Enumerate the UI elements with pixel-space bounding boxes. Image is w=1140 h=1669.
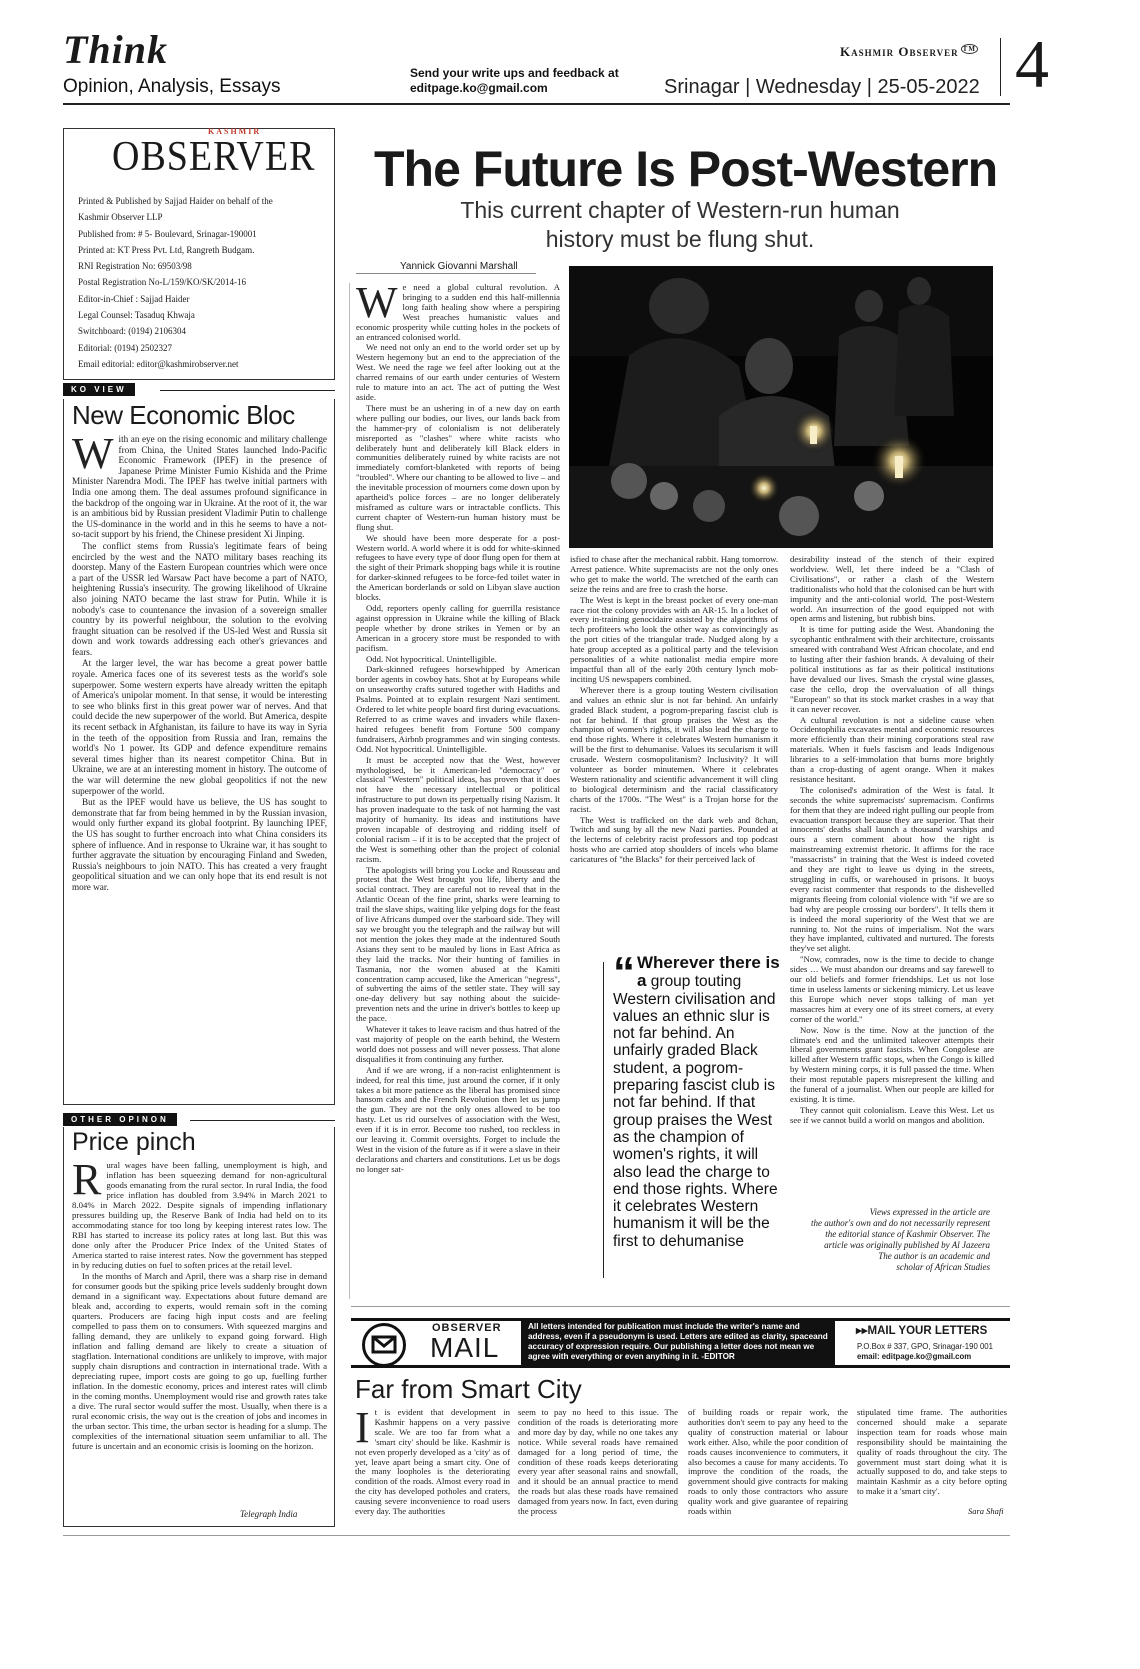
imprint-line: Switchboard: (0194) 2106304 (78, 326, 186, 337)
main-deck (420, 196, 940, 254)
ko-view-paragraph: The conflict stems from Russia's legitimate fears of being encircled by the west and the NATO military bases reaching its doorstep. Many of the Eastern European countries which were once a part of the USSR led Warsaw Pact have become a part of NATO, heightening Russia's insecurity. The growing likelihood of Ukraine also joining NATO became the last straw for Putin. While it is nobody's case to countenance the invasion of a sovereign smaller country by its powerful neighbour, the solution to the evolving fraught situation can be resolved if the US-led West and Russia sit down and work towards addressing each other's grievances and fears. (72, 540, 327, 657)
imprint-line: Printed & Published by Sajjad Haider on behalf of the (78, 196, 273, 206)
other-opinion-paragraph: Rural wages have been falling, unemployment is high, and inflation has been squeezing demand for non-agricultural goods emanating from the rural sector. In rural India, the food price inflation has doubled from 3.94% in March 2021 to 8.04% in March 2022. Despite signals of impending inflationary pressures building up, the Reserve Bank of India had held on to its accommodating stance for too long by keeping interest rates low. The RBI has started to increase its policy rates at long last. But this was done only after the Producer Price Index of the United States of America started to raise interest rates. Now the government has stepped in by reducing duties on fuel to soften prices at the retail level. (72, 1155, 327, 1270)
pull-quote-rule (603, 962, 604, 1278)
main-paragraph: isfied to chase after the mechanical rabbit. Hang tomorrow. Arrest patience. White supremacists are not the only ones who get to make the world. The wretched of the earth can seize the reins and are free to crash the horse. (570, 554, 778, 594)
main-paragraph: "Now, comrades, now is the time to decide to change sides … We must abandon our dreams and say farewell to our old beliefs and former friendships. Let us not lose time in useless laments or sickening mimicry. Let us leave this Europe which never stops talking of man yet massacres him at every one of its street corners, at every corner of the world." (790, 954, 994, 1024)
letter-col-3 (688, 1408, 848, 1518)
main-paragraph: Now. Now is the time. Now at the junction of the climate's end and the unlimited takeover attempts their liberal governments grant fascists. When Congolese are killed after Western traffic stops, when the Congo is killed by Western mining corps, it is full passed the time. When their most reputable papers misrepresent the killing and the funeral of a journalist. When our people are killed for existing. It is time. (790, 1024, 994, 1104)
credit-line: The author is an academic and (878, 1251, 990, 1261)
main-paragraph: A cultural revolution is not a sideline cause when Occidentophilia excavates mental and economic resources more efficiently than their mining corporations steal raw materials. When it fuels fascism and leads Indigenous libraries to a self-immolation that burns more brightly than a crop-dusting of agent orange. When it makes resistance hesitant. (790, 714, 994, 784)
send-line-1: Send your write ups and feedback at (410, 66, 619, 80)
letter-paragraph: seem to pay no heed to this issue. The condition of the roads is deteriorating more and more day by day, while no one takes any notice. While several roads have remained damaged for a long period of time, the condition of these roads keeps deteriorating every year after seasonal rains and snowfall, and it should be an annual practice to mend the roads but alas these roads have remained damaged from years now. In fact, even during the process (518, 1407, 678, 1517)
letter-col-2 (518, 1408, 678, 1518)
letter-headline: Far from Smart City (355, 1374, 582, 1404)
brand-name: Kashmir Observer (840, 44, 959, 59)
main-paragraph: It is time for putting aside the West. Abandoning the sycophantic enthralment with their architecture, croissants smeared with contraband West African chocolate, and end to lusting after their fashion brands. A devaluing of their political institutions as far as their political institutions have devalued our lives. Smash the crystal wine glasses, case the cello, drop the overvaluation of all things "European" so that its stock market crashes in a way that it can never recover. (790, 624, 994, 714)
ko-view-rule (160, 390, 335, 391)
main-col-2 (570, 555, 778, 866)
main-paragraph: The colonised's admiration of the West is fatal. It seconds the white supremacists' supremacism. Confirms for them that they are indeed right pulling our people from evacuation transport because they are superior. That their innocents' deaths shall launch a thousand warships and ours a stern comment about how the right is mainstreaming extremist rhetoric. It affirms for the race "massacrists" in training that the West is indeed coveted and they are right to leave us dying in the streets, struggling in cuffs, or warehoused in prisons. It buoys every racist commenter that responds to the dishevelled migrants fleeing from colonial violence with "if we are so bad why are people crossing our borders". It tells them it is indeed the moral superiority of the West that we are running to. Not the ruins of imperialism. Not the wars they have implanted, cultivated and nurtured. The forests they've set alight. (790, 784, 994, 954)
quote-mark-icon: “ (613, 948, 635, 997)
brand-logo (840, 44, 978, 60)
imprint-line: Kashmir Observer LLP (78, 212, 163, 223)
mail-your-letters: ▸▸MAIL YOUR LETTERS (856, 1325, 988, 1337)
letter-col-1 (355, 1403, 510, 1518)
imprint-line: Editorial: (0194) 2502327 (78, 342, 172, 353)
deck-line-2: history must be flung shut. (545, 226, 815, 252)
main-col-3 (790, 555, 994, 1127)
ko-view-paragraph: With an eye on the rising economic and military challenge from China, the United States launched Indo-Pacific Economic Framework (IPEF) in the presence of Japanese Prime Minister Fumio Kishida and the Prime Minister Narendra Modi. The IPEF has twelve initial partners with India one among them. The deal assumes profound significance in the backdrop of the ongoing war in Ukraine. At the root of it, the war is an ambitious bid by Russian president Vladimir Putin to challenge the US-dominance in the world and in this he seems to have a not-so-tacit support by his friend, the Chinese president Xi Jinping. (72, 429, 327, 540)
letter-col-4 (857, 1408, 1007, 1498)
byline: Yannick Giovanni Marshall (400, 261, 518, 272)
send-line-2: editpage.ko@gmail.com (410, 81, 548, 95)
trademark-mark: TM (962, 44, 976, 53)
main-headline: The Future Is Post-Western (374, 141, 998, 197)
main-paragraph: The apologists will bring you Locke and Rousseau and protest that the West brought you life, liberty and the social contract. They are careful not to reveal that in the Atlantic Ocean of the fine print, sharks were learning to trail the slave ships, waiting like yelping dogs for the feast of live Africans dumped over the starboard side. They will say we brought you the telegraph and the railway but will not mention the jokes they made at the indentured South Asians they sent to be mauled by lions in East Africa as they laid the tracks. Nor their hunting of families in Tasmania, nor the women abused at the Kamiti concentration camp accused, like the American "negress", of subverting the aims of the settler state. They will say one-day delivery but say nothing about the suicide-prevention nets and the urine in driver's bottles to keep up the pace. (356, 864, 560, 1024)
envelope-icon (362, 1323, 406, 1367)
column-divider (349, 283, 350, 1299)
ko-view-body (72, 429, 327, 894)
main-paragraph: We need a global cultural revolution. A bringing to a sudden end this half-millennia long faith healing show where a perspiring West preaches humanistic values and economic prosperity while cutting holes in the pockets of an entranced colonised world. (356, 278, 560, 342)
mail-top-rule (351, 1306, 1010, 1307)
main-paragraph: Dark-skinned refugees horsewhipped by American border agents in cowboy hats. Shot at by Europeans while on unseaworthy crafts sutured together with Hadiths and Psalms. Pointed at to explain resurgent Nazi sentiment. Ordered to let white people board first during evacuations. Referred to as crime waves and invaders while flaxen-haired refugees benefit from Fortune 500 company fundraisers, Airbnb programmes and win singing contests. Odd. Not hypocritical. Unintelligible. (356, 664, 560, 754)
main-col-1 (356, 278, 560, 1176)
credit-line: scholar of African Studies (896, 1262, 990, 1272)
page-number: 4 (1015, 26, 1049, 102)
imprint-line: Printed at: KT Press Pvt. Ltd, Rangreth Budgam. (78, 244, 255, 255)
vigil-photo-illustration (569, 266, 993, 548)
header-rule (63, 103, 1010, 105)
main-paragraph: It must be accepted now that the West, however mythologised, be it American-led "democracy" or classical "Western" political ideas, has proven that it does not have the necessary intellectual or political infrastructure to put down its perpetually rising Nazism. It has proven inadequate to the task of not harming the vast majority of humanity. Its ideas and institutions have proven incapable of destroying and ridding itself of colonial racism – if it is to be accepted that the project of the West is something other than the project of colonial racism. (356, 754, 560, 864)
ko-view-paragraph: At the larger level, the war has become a great power battle royale. America faces one of its severest tests as the world's sole superpower. Some western experts have already written the epitaph of America's unipolar moment. In that sense, it would be interesting to see who blinks first in this great power war of nerves. And that could decide the new superpower of the world. But America, despite its recent setback in Afghanistan, its failure to have its way in Syria in the teeth of the opposition from Russia and Iran, remains the world's No 1 power. Its GDP and defence expenditure remains several times higher than its nearest competitor China. But in Ukraine, we are at an interesting moment in history. The outcome of the war will determine the new global geopolitics if not the new superpower of the world. (72, 658, 327, 796)
article-credit (790, 1207, 990, 1273)
main-paragraph: Whatever it takes to leave racism and thus hatred of the vast majority of people on the earth behind, the Western world does not possess and will never possess. That alone disqualifies it from continuing any further. (356, 1024, 560, 1064)
other-opinion-source: Telegraph India (240, 1509, 298, 1519)
other-opinion-body (72, 1155, 327, 1452)
main-paragraph: They cannot quit colonialism. Leave this West. Let us see if we cannot build a world on mangos and abolition. (790, 1104, 994, 1125)
credit-line: the editorial stance of Kashmir Observer. The (825, 1229, 990, 1239)
main-paragraph: The West is kept in the breast pocket of every one-man race riot the colony provides with an AR-15. In a locket of every in-training genocidaire assisted by the algorithms of tech profiteers who look the other way as convincingly as the port cities of the triangular trade. Nudged along by a hate group accepted as a political party and the television personalities of a white nationalist media empire more impactful than all of the early 20th century lynch mob-inciting US newspapers combined. (570, 594, 778, 684)
pull-quote-text: group touting Western civilisation and values an ethnic slur is not far behind. An unfairly graded Black student, a pogrom-preparing fascist club is not far behind. If that group praises the West as the champion of women's rights, it will also lead the charge to end those rights. Where it celebrates Western humanism it will be the first to dehumanise (613, 973, 778, 1250)
imprint-line: Editor-in-Chief : Sajjad Haider (78, 293, 190, 304)
imprint-line: RNI Registration No: 69503/98 (78, 261, 192, 272)
mail-label-main: MAIL (430, 1332, 500, 1363)
other-opinion-tag: OTHER OPINON (63, 1113, 177, 1126)
letter-paragraph: of building roads or repair work, the authorities don't seem to pay any heed to the quality of construction material or labour work either. Also, while the poor condition of roads causes inconvenience to commuters, it also becomes a cause for many accidents. To improve the condition of the roads, the government should give contracts for making roads to only those contractors who assure quality work and give guarantee of repairing roads within (688, 1407, 848, 1517)
imprint-logo-top: KASHMIR (208, 127, 262, 136)
envelope-icon-glyph (365, 1326, 403, 1364)
main-paragraph: We need not only an end to the world order set up by Western hegemony but an end to the appreciation of the West. We need the rage we feel after looking out at the charred remains of our earth under centuries of Western rule to mature into an act. The act of putting the West aside. (356, 342, 560, 402)
section-title: Think (63, 27, 169, 72)
main-paragraph: Wherever there is a group touting Western civilisation and values an ethnic slur is not far behind. An unfairly graded Black student, a pogrom-preparing fascist club is not far behind. If that group praises the West as the champion of women's rights, it will also lead the charge to end those rights. Where it celebrates Western humanism it will be the first to dehumanise. Values its secularism it will crusade. Western cosmopolitanism? Inclusivity? It will volunteer as border minutemen. Where it celebrates Western rationality and scientific advancement it will cling to biological determinism and the racial classificatory charts of the 1700s. "The West" is a Trojan horse for the racist. (570, 684, 778, 814)
pull-quote (613, 948, 785, 1250)
mail-email: email: editpage.ko@gmail.com (857, 1352, 972, 1361)
credit-line: article was originally published by Al Jazeera (824, 1240, 990, 1250)
mail-po-box: P.O.Box # 337, GPO, Srinagar-190 001 (857, 1342, 993, 1351)
bottom-rule (63, 1535, 1010, 1536)
imprint-logo: OBSERVER (112, 133, 316, 181)
pull-quote-lead: Wherever there is a (637, 953, 780, 991)
imprint-line: Postal Registration No-L/159/KO/SK/2014-16 (78, 277, 246, 288)
main-paragraph: desirability instead of the stench of their expired worldview. Well, let there indeed be a "Clash of Civilisations", or rather a clash of the Western traditionalists who hold that the colonised can be hurt with impunity and the anti-colonial world. The post-Western world. An insurrection of the good equipped not with open arms and listening, but rubbish bins. (790, 554, 994, 624)
other-opinion-headline: Price pinch (72, 1128, 196, 1156)
header-divider (1000, 38, 1001, 96)
vigil-photo (569, 266, 993, 548)
main-paragraph: We should have been more desperate for a post-Western world. A world where it is odd for white-skinned refugees to have every type of door flung open for them at the sight of their Primark shopping bags while it is routine for darker-skinned refugees to be force-fed toilet water in the American borderlands or sold on Libyan slave auction blocks. (356, 532, 560, 603)
ko-view-tag: KO VIEW (63, 383, 135, 396)
ko-view-paragraph: But as the IPEF would have us believe, the US has sought to demonstrate that far from being hemmed in by the Russian invasion, would only further expand its global footprint. By launching IPEF, the US has sought to further encroach into what China considers its sphere of influence. And in response to Ukraine war, it has sought to further aggravate the situation by encouraging Finland and Sweden, Russia's neighbours to join NATO. This has created a very fraught geopolitical situation and we can only hope that its end result is not more war. (72, 797, 327, 892)
mail-notice: All letters intended for publication must include the writer's name and address, even if a pseudonym is used. Letters are edited as clarity, spaceand accuracy of expression require. Our publishing a letter does not mean we agree with everything or even anything in it. -EDITOR (528, 1322, 828, 1361)
byline-rule (356, 273, 536, 274)
imprint-line: Email editorial: editor@kashmirobserver.net (78, 358, 239, 369)
credit-line: the author's own and do not necessarily represent (811, 1218, 990, 1228)
main-paragraph: There must be an ushering in of a new day on earth where pulling our bodies, our lives, our lands back from the hammer-pry of colonialism is not deliberately misreported as "clashes" where white racists who deliberately hunt and deliberately kill Black elders in communities deliberately ruined by white racists are not immediately comfort-blanketed with reports of being "troubled". Where our chanting to be allowed to live – and the inevitable procession of mourners come down upon by apartheid's police forces – are no longer deliberately misframed as culture wars or intractable conflicts. This current chapter of Western-run human history must be flung shut. (356, 402, 560, 532)
other-opinion-paragraph: In the months of March and April, there was a sharp rise in demand for consumer goods but the spiking price levels suddenly brought down demand in a significant way. Expectations about future demand are bleak and, according to experts, would remain soft in the coming quarters. Producers are facing high input costs and are feeling compelled to pass them on to consumers. With squeezed margins and falling demand, they are unlikely to expand going forward. High inflation and falling demand are likely to create a situation of stagflation. International conditions are unlikely to improve, with major supply chain disruptions and contraction in international trade. With a depreciating rupee, import costs are going to go up, fuelling further inflation. In the domestic economy, prices and interest rates will climb in the coming months. Unemployment would rise and growth rates take a dive. The rural sector would suffer the most. Usually, when there is a rural economic crisis, the way out is the creation of jobs and incomes in the urban sector. This time, the urban sector is heading for a slump. The complexities of the international situation seem unfamiliar to all. The future is uncertain and an economic crisis is looming on the horizon. (72, 1271, 327, 1451)
letter-author: Sara Shafi (968, 1506, 1004, 1516)
main-paragraph: Odd, reporters openly calling for guerrilla resistance against oppression in Ukraine while the killing of Black people whether by drone strikes in Yemen or by an American in a grocery store must be responded to with pacifism. (356, 603, 560, 653)
ko-view-headline: New Economic Bloc (72, 400, 295, 430)
send-feedback-note (410, 66, 619, 96)
main-paragraph: Odd. Not hypocritical. Unintelligible. (366, 653, 497, 664)
main-paragraph: And if we are wrong, if a non-racist enlightenment is indeed, for real this time, just around the corner, if it only takes a bit more patience as the liberal has promised since hansom cabs and the French Revolution then let us jump the gun. They are not the only ones allowed to be too hasty. Let us rid ourselves of association with the West, even if it is in error. Become too rushed, too reckless in our leaving it. Commit oversights. Forget to include the West in the vision of the future as if it were a slave in their declarations and charters and constitutions. Let us be dogs no longer sat- (356, 1064, 560, 1174)
imprint-lines (78, 193, 328, 372)
imprint-line: Published from: # 5- Boulevard, Srinagar-190001 (78, 228, 257, 239)
other-opinion-rule (190, 1120, 335, 1121)
mail-label-top: OBSERVER (432, 1322, 502, 1334)
imprint-line: Legal Counsel: Tasaduq Khwaja (78, 310, 195, 321)
section-subtitle: Opinion, Analysis, Essays (63, 76, 281, 97)
dateline: Srinagar | Wednesday | 25-05-2022 (664, 76, 980, 98)
letter-paragraph: stipulated time frame. The authorities concerned should make a separate inspection team for roads whose main responsibility should be maintaining the quality of roads throughout the city. The government must start doing what it is actually supposed to do, and take steps to maintain Kashmir as a city before opting to make it a 'smart city'. (857, 1407, 1007, 1497)
deck-line-1: This current chapter of Western-run human (460, 197, 900, 223)
mail-your-letters-label: MAIL YOUR LETTERS (867, 1325, 988, 1337)
credit-line: Views expressed in the article are (869, 1207, 990, 1217)
main-paragraph: The West is trafficked on the dark web and 8chan, Twitch and sung by all the new Nazi parties. Pounded at the lecterns of celebrity racist professors and top podcast hosts who are carried atop shoulders of incels who blame caricatures of "the Blacks" for their perceived lack of (570, 814, 778, 865)
letter-paragraph: It is evident that development in Kashmir happens on a very passive scale. We are too far from what a 'smart city' should be like. Kashmir is not even properly developed as a 'city' as of yet, leave apart being a smart city. One of the many loopholes is the deteriorating condition of the roads. Almost every road in the city has developed potholes and craters, causing severe inconvenience to road users every day. The authorities (355, 1403, 510, 1517)
